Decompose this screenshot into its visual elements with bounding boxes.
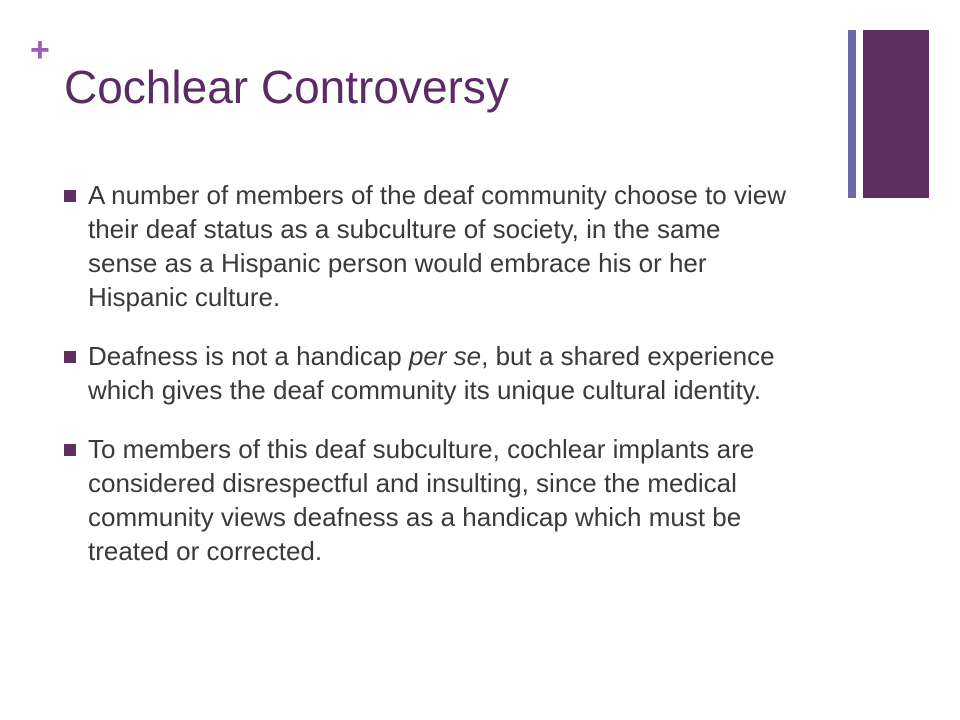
bullet-text: To members of this deaf subculture, cochlear implants are considered disrespectful and insulting, since the medical community views deafness as a handicap which must be treated or corrected. bbox=[88, 434, 755, 566]
square-bullet-icon bbox=[64, 190, 76, 202]
square-bullet-icon bbox=[64, 351, 76, 363]
plus-icon: + bbox=[30, 31, 50, 69]
bullet-list bbox=[64, 178, 794, 593]
accent-bar-thick bbox=[863, 30, 929, 198]
bullet-text-part: Deafness is not a handicap bbox=[88, 341, 409, 371]
accent-bar-thin bbox=[848, 30, 856, 198]
bullet-item bbox=[64, 178, 794, 314]
square-bullet-icon bbox=[64, 444, 76, 456]
bullet-item bbox=[64, 432, 794, 568]
bullet-text: A number of members of the deaf community choose to view their deaf status as a subculture of society, in the same sense as a Hispanic person would embrace his or her Hispanic culture. bbox=[88, 180, 787, 312]
bullet-text-italic: per se bbox=[408, 341, 482, 371]
bullet-item bbox=[64, 339, 794, 407]
bullet-text-part: , but a shared experience which gives the deaf community its unique cultural identity. bbox=[88, 341, 775, 405]
slide-title: Cochlear Controversy bbox=[64, 61, 509, 113]
